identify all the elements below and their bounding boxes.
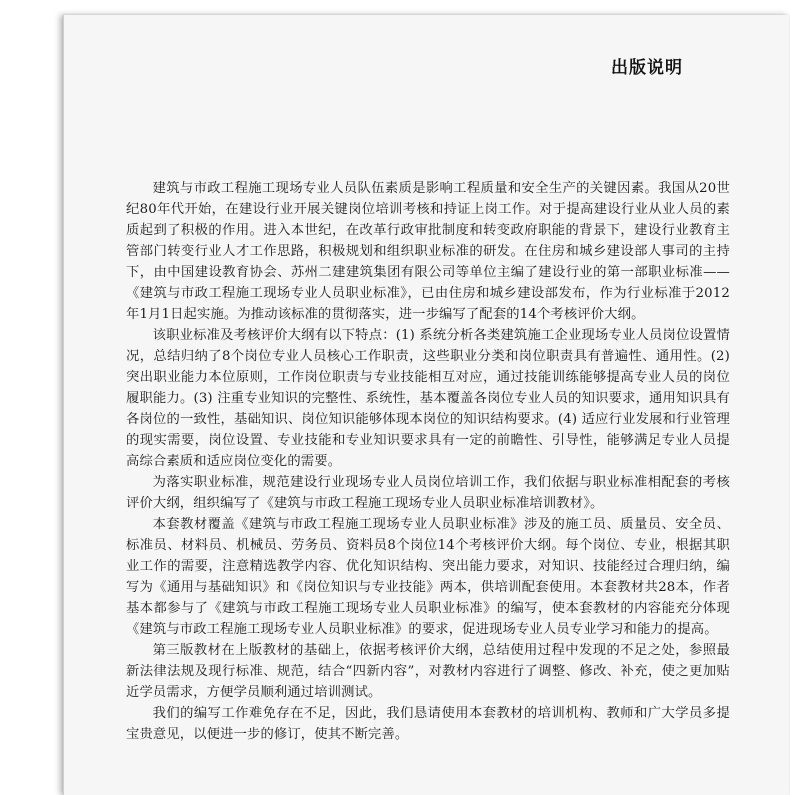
document-page	[63, 15, 789, 795]
paragraph-2: 该职业标准及考核评价大纲有以下特点：(1) 系统分析各类建筑施工企业现场专业人员岗位设置情况，总结归纳了8个岗位专业人员核心工作职责，这些职业分类和岗位职责具有普遍性、通用性。(2) 突出职业能力本位原则，工作岗位职责与专业技能相互对应，通过技能训练能够提高专业人员的岗位履职能力。(3) 注重专业知识的完整性、系统性，基本覆盖各岗位专业人员的知识要求，通用知识具有各岗位的一致性，基础知识、岗位知识能够体现本岗位的知识结构要求。(4) 适应行业发展和行业管理的现实需要，岗位设置、专业技能和专业知识要求具有一定的前瞻性、引导性，能够满足专业人员提高综合素质和适应岗位变化的需要。	[126, 328, 730, 469]
paragraph-3: 为落实职业标准，规范建设行业现场专业人员岗位培训工作，我们依据与职业标准相配套的考核评价大纲，组织编写了《建筑与市政工程施工现场专业人员职业标准培训教材》。	[126, 475, 730, 511]
paragraph-1: 建筑与市政工程施工现场专业人员队伍素质是影响工程质量和安全生产的关键因素。我国从20世纪80年代开始，在建设行业开展关键岗位培训考核和持证上岗工作。对于提高建设行业从业人员的素质起到了积极的作用。进入本世纪，在改革行政审批制度和转变政府职能的背景下，建设行业教育主管部门转变行业人才工作思路，积极规划和组织职业标准的研发。在住房和城乡建设部人事司的主持下，由中国建设教育协会、苏州二建建筑集团有限公司等单位主编了建设行业的第一部职业标准——《建筑与市政工程施工现场专业人员职业标准》，已由住房和城乡建设部发布，作为行业标准于2012年1月1日起实施。为推动该标准的贯彻落实，进一步编写了配套的14个考核评价大纲。	[126, 181, 730, 322]
page-title: 出版说明	[611, 58, 683, 78]
document-body	[126, 178, 730, 745]
paragraph-5: 第三版教材在上版教材的基础上，依据考核评价大纲，总结使用过程中发现的不足之处，参照最新法律法规及现行标准、规范，结合“四新内容”，对教材内容进行了调整、修改、补充，使之更加贴近学员需求，方便学员顺利通过培训测试。	[126, 643, 730, 700]
paragraph-6: 我们的编写工作难免存在不足，因此，我们恳请使用本套教材的培训机构、教师和广大学员多提宝贵意见，以便进一步的修订，使其不断完善。	[126, 706, 730, 742]
paragraph-4: 本套教材覆盖《建筑与市政工程施工现场专业人员职业标准》涉及的施工员、质量员、安全员、标准员、材料员、机械员、劳务员、资料员8个岗位14个考核评价大纲。每个岗位、专业，根据其职业工作的需要，注意精选教学内容、优化知识结构、突出能力要求，对知识、技能经过合理归纳，编写为《通用与基础知识》和《岗位知识与专业技能》两本，供培训配套使用。本套教材共28本，作者基本都参与了《建筑与市政工程施工现场专业人员职业标准》的编写，使本套教材的内容能充分体现《建筑与市政工程施工现场专业人员职业标准》的要求，促进现场专业人员专业学习和能力的提高。	[126, 517, 730, 637]
